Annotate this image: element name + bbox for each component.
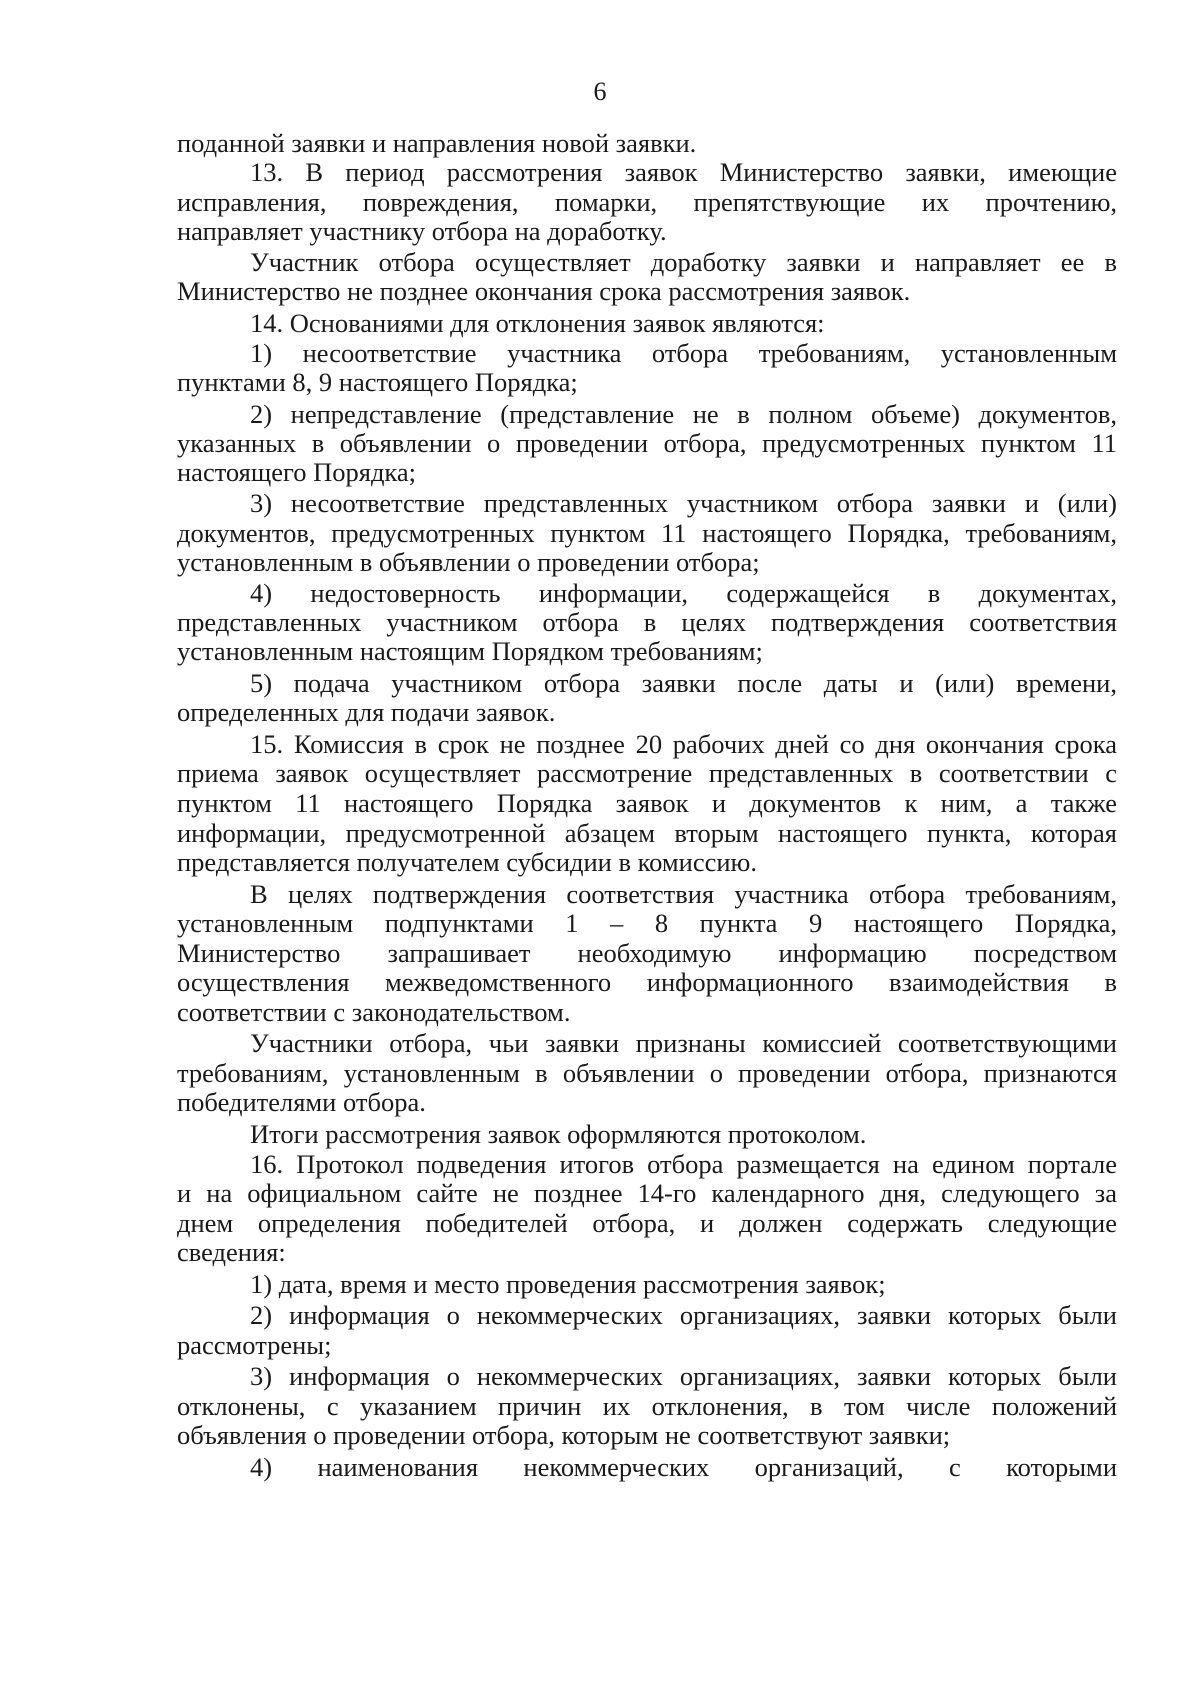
text-line: документов, предусмотренных пунктом 11 настоящего Порядка, требованиям, <box>177 518 1117 548</box>
text-line: 4) недостоверность информации, содержащейся в документах, <box>250 578 1117 608</box>
text-line: 4) наименования некоммерческих организаций, с которыми <box>250 1452 1117 1482</box>
text-line: 1) дата, время и место проведения рассмотрения заявок; <box>250 1269 886 1299</box>
text-line: отклонены, с указанием причин их отклонения, в том числе положений <box>177 1391 1117 1421</box>
text-line: приема заявок осуществляет рассмотрение представленных в соответствии с <box>177 758 1117 788</box>
text-line: Министерство запрашивает необходимую информацию посредством <box>177 938 1117 968</box>
text-line: установленным в объявлении о проведении отбора; <box>177 547 760 577</box>
text-line: пунктами 8, 9 настоящего Порядка; <box>177 367 578 397</box>
text-line: установленным подпунктами 1 – 8 пункта 9 настоящего Порядка, <box>177 908 1117 938</box>
text-line: установленным настоящим Порядком требованиям; <box>177 636 763 666</box>
text-line: указанных в объявлении о проведении отбора, предусмотренных пунктом 11 <box>177 428 1117 458</box>
text-line: 2) непредставление (представление не в полном объеме) документов, <box>250 399 1117 429</box>
text-line: поданной заявки и направления новой заявки. <box>177 128 697 158</box>
text-line: днем определения победителей отбора, и должен содержать следующие <box>177 1208 1117 1238</box>
text-line: пунктом 11 настоящего Порядка заявок и документов к ним, а также <box>177 788 1117 818</box>
text-line: Участники отбора, чьи заявки признаны комиссией соответствующими <box>250 1028 1117 1058</box>
text-line: требованиям, установленным в объявлении о проведении отбора, признаются <box>177 1058 1117 1088</box>
text-line: информации, предусмотренной абзацем вторым настоящего пункта, которая <box>177 818 1117 848</box>
text-line: Итоги рассмотрения заявок оформляются протоколом. <box>250 1119 867 1149</box>
text-line: направляет участнику отбора на доработку. <box>177 216 667 246</box>
text-line: победителями отбора. <box>177 1087 426 1117</box>
text-line: исправления, повреждения, помарки, препятствующие их прочтению, <box>177 187 1117 217</box>
text-line: представленных участником отбора в целях подтверждения соответствия <box>177 607 1117 637</box>
text-line: представляется получателем субсидии в комиссию. <box>177 847 757 877</box>
text-line: определенных для подачи заявок. <box>177 697 556 727</box>
text-line: 2) информация о некоммерческих организациях, заявки которых были <box>250 1300 1117 1330</box>
text-line: соответствии с законодательством. <box>177 997 571 1027</box>
text-line: 5) подача участником отбора заявки после даты и (или) времени, <box>250 668 1117 698</box>
text-line: объявления о проведении отбора, которым не соответствуют заявки; <box>177 1420 951 1450</box>
text-line: 3) несоответствие представленных участником отбора заявки и (или) <box>250 488 1117 518</box>
text-line: 16. Протокол подведения итогов отбора размещается на едином портале <box>250 1149 1117 1179</box>
text-line: и на официальном сайте не позднее 14-го календарного дня, следующего за <box>177 1178 1117 1208</box>
text-line: осуществления межведомственного информационного взаимодействия в <box>177 967 1117 997</box>
text-line: 13. В период рассмотрения заявок Министерство заявки, имеющие <box>250 157 1117 187</box>
text-line: В целях подтверждения соответствия участника отбора требованиям, <box>250 879 1117 909</box>
text-line: сведения: <box>177 1237 286 1267</box>
text-line: 14. Основаниями для отклонения заявок являются: <box>250 308 825 338</box>
text-line: настоящего Порядка; <box>177 457 417 487</box>
text-line: 1) несоответствие участника отбора требованиям, установленным <box>250 338 1117 368</box>
text-line: 3) информация о некоммерческих организациях, заявки которых были <box>250 1361 1117 1391</box>
text-line: Министерство не позднее окончания срока рассмотрения заявок. <box>177 276 911 306</box>
text-line: 15. Комиссия в срок не позднее 20 рабочих дней со дня окончания срока <box>250 729 1117 759</box>
text-line: рассмотрены; <box>177 1330 332 1360</box>
text-line: Участник отбора осуществляет доработку заявки и направляет ее в <box>250 247 1117 277</box>
page-number: 6 <box>593 77 607 106</box>
